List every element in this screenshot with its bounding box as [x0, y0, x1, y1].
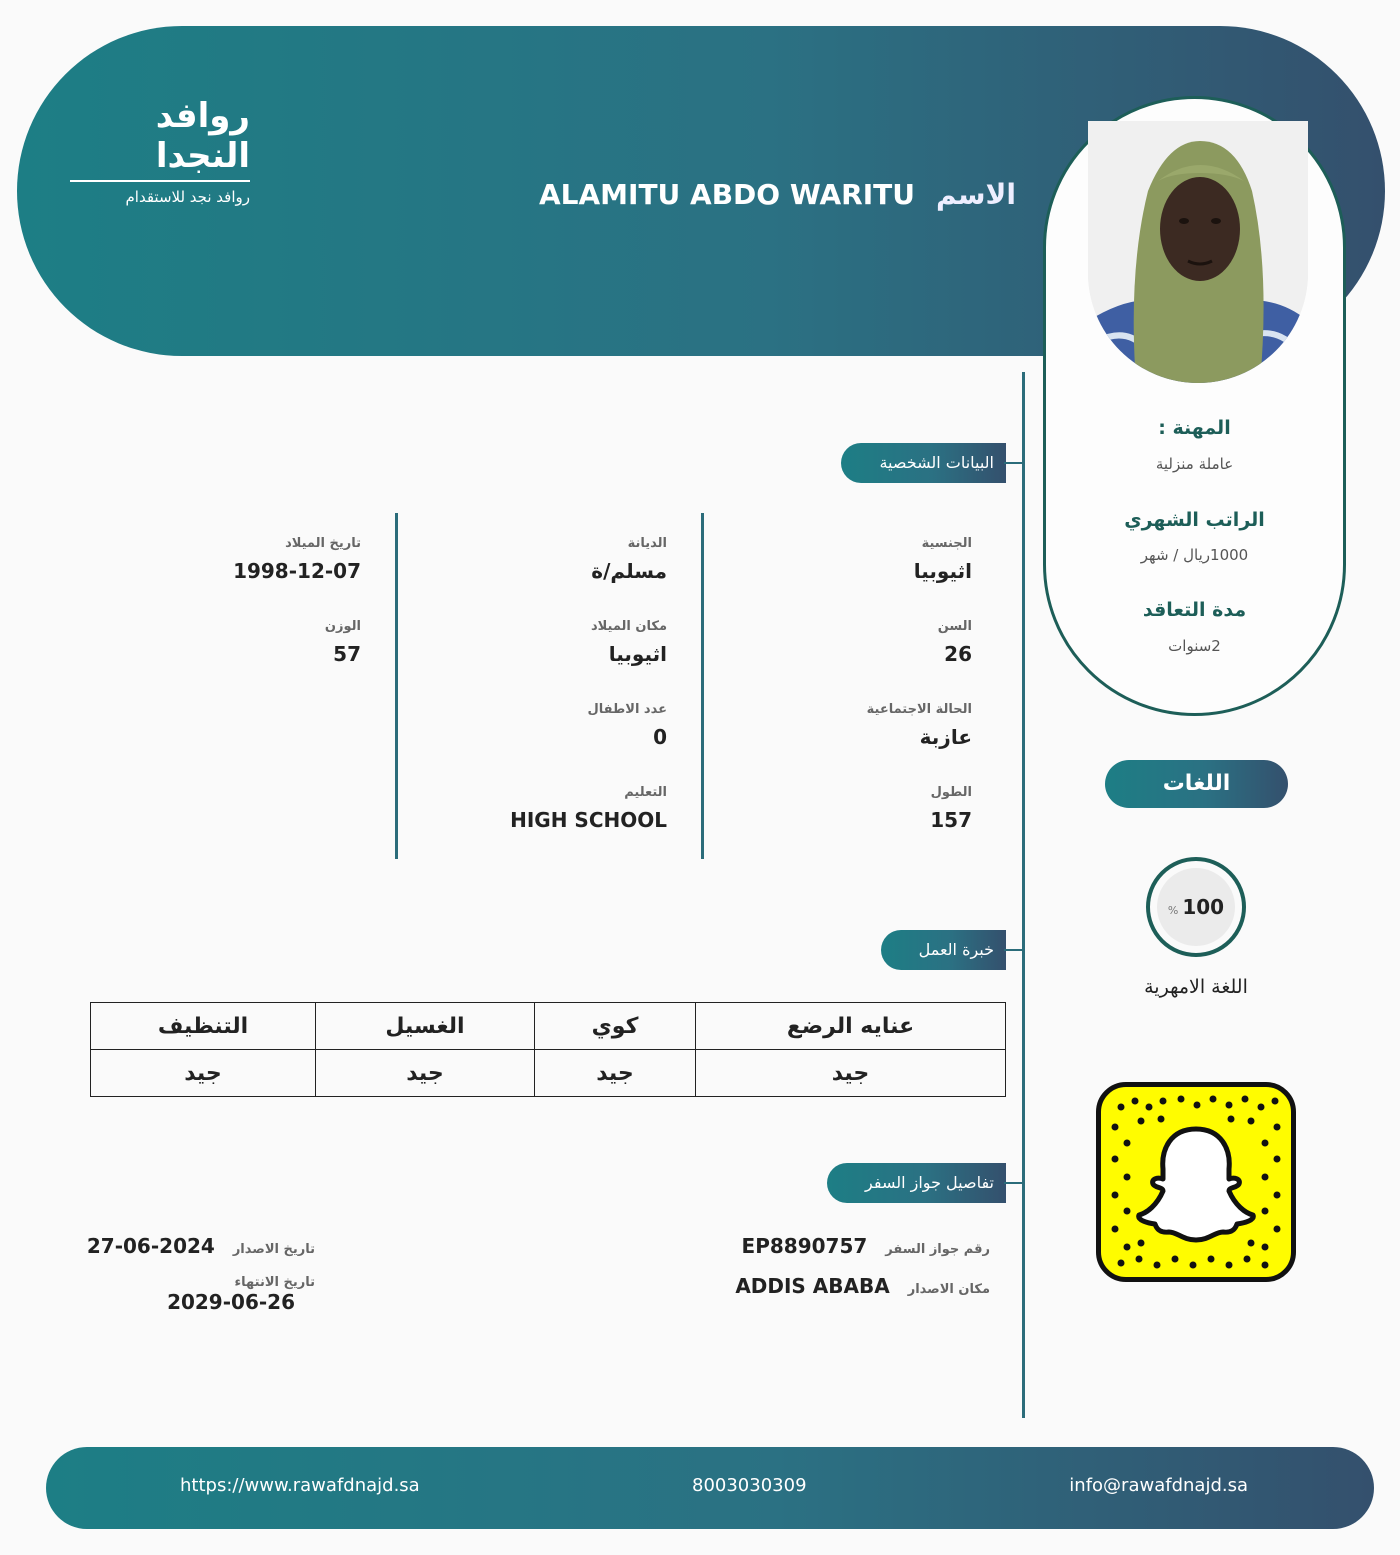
language-level-ring: [1146, 857, 1246, 957]
passport-number: [742, 1234, 990, 1258]
field-label: تاريخ الانتهاء: [234, 1275, 315, 1290]
field-value: 0: [653, 725, 667, 749]
skill-rating: جيد: [696, 1050, 1006, 1097]
field-value: HIGH SCHOOL: [510, 808, 667, 832]
field-value: 26: [944, 642, 972, 666]
timeline-divider: [1022, 372, 1025, 1418]
field-religion: [591, 536, 667, 583]
contract-value: 2سنوات: [1168, 637, 1221, 655]
skill-header: الغسيل: [316, 1003, 535, 1050]
field-label: تاريخ الميلاد: [285, 536, 361, 551]
field-value: 2024-06-27: [86, 1234, 215, 1258]
website-link[interactable]: https://www.rawafdnajd.sa: [180, 1475, 420, 1496]
language-name: اللغة الامهرية: [1144, 976, 1248, 998]
occupation-value: عاملة منزلية: [1155, 455, 1234, 473]
name-line: [539, 178, 1016, 211]
field-value: اثيوبيا: [913, 559, 972, 583]
passport-issue-place: [735, 1274, 990, 1298]
field-value: 1998-12-07: [233, 559, 361, 583]
section-experience: خبرة العمل: [881, 930, 1006, 970]
field-value: عازبة: [919, 725, 972, 749]
field-label: مكان الميلاد: [590, 619, 667, 634]
snapchat-qr-code[interactable]: [1096, 1082, 1296, 1282]
section-passport: تفاصيل جواز السفر: [827, 1163, 1006, 1203]
profile-photo: [1088, 121, 1308, 383]
occupation-label: المهنة :: [1158, 417, 1231, 439]
field-education: [510, 785, 667, 832]
field-children: [588, 702, 668, 749]
field-height: [930, 785, 972, 832]
snapcode-icon: [1101, 1087, 1291, 1277]
field-age: [938, 619, 972, 666]
field-value: EP8890757: [741, 1234, 868, 1258]
section-connector: [1004, 949, 1024, 951]
table-header-row: [91, 1003, 1006, 1050]
profile-card: [1043, 96, 1346, 716]
logo-subtitle: روافد نجد للاستقدام: [125, 188, 250, 206]
column-divider: [701, 513, 704, 859]
salary-label: الراتب الشهري: [1124, 509, 1265, 531]
section-personal: البيانات الشخصية: [841, 443, 1006, 483]
logo-mark: روافد النجدا: [70, 96, 250, 182]
field-label: الحالة الاجتماعية: [866, 702, 972, 717]
passport-issue-date: [87, 1234, 315, 1258]
worker-name: ALAMITU ABDO WARITU: [538, 178, 915, 211]
language-percent: 100: [1182, 895, 1225, 919]
field-weight: [325, 619, 361, 666]
brand-logo: [70, 96, 250, 206]
field-nationality: [914, 536, 972, 583]
percent-sign: %: [1167, 904, 1179, 917]
footer-bar: [46, 1447, 1374, 1529]
email-link[interactable]: info@rawafdnajd.sa: [1069, 1475, 1248, 1496]
field-label: الطول: [930, 785, 972, 800]
field-value: 157: [930, 808, 972, 832]
contract-label: مدة التعاقد: [1142, 599, 1247, 621]
field-birth-date: [233, 536, 361, 583]
skill-rating: جيد: [316, 1050, 535, 1097]
phone-number[interactable]: 8003030309: [692, 1475, 807, 1496]
field-label: التعليم: [624, 785, 667, 800]
field-birthplace: [591, 619, 667, 666]
skill-header: كوي: [535, 1003, 696, 1050]
skill-rating: جيد: [91, 1050, 316, 1097]
field-label: السن: [937, 619, 972, 634]
field-value: 2029-06-26: [167, 1290, 295, 1314]
field-value: مسلم/ة: [591, 559, 667, 583]
salary-value: 1000ريال / شهر: [1140, 546, 1249, 564]
skills-table: [90, 1002, 1006, 1097]
section-connector: [1004, 1182, 1024, 1184]
field-label: تاريخ الاصدار: [232, 1242, 315, 1257]
field-label: مكان الاصدار: [907, 1282, 990, 1297]
field-marital-status: [867, 702, 972, 749]
skill-header: التنظيف: [91, 1003, 316, 1050]
skill-header: عنايه الرضع: [696, 1003, 1006, 1050]
section-connector: [1004, 462, 1024, 464]
passport-expiry-date: [167, 1275, 315, 1314]
column-divider: [395, 513, 398, 859]
field-label: الجنسية: [921, 536, 972, 551]
field-value: 57: [333, 642, 361, 666]
skill-rating: جيد: [535, 1050, 696, 1097]
field-value: اثيوبيا: [608, 642, 667, 666]
field-label: الديانة: [627, 536, 667, 551]
field-value: ADDIS ABABA: [735, 1274, 890, 1298]
field-label: عدد الاطفال: [587, 702, 667, 717]
table-row: [91, 1050, 1006, 1097]
field-label: الوزن: [324, 619, 361, 634]
languages-title: اللغات: [1105, 760, 1288, 808]
name-label: الاسم: [936, 178, 1016, 211]
field-label: رقم جواز السفر: [885, 1242, 990, 1257]
language-level: [1157, 868, 1235, 946]
